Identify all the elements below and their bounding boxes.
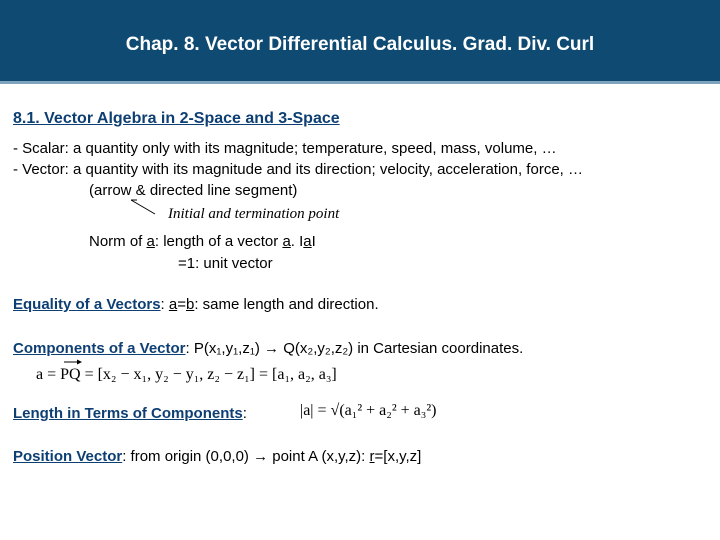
- arrow-note: (arrow & directed line segment): [89, 182, 298, 199]
- pointer-line: [125, 196, 165, 218]
- norm-line: Norm of a: length of a vector a. IaI: [89, 233, 316, 250]
- scalar-definition: - Scalar: a quantity only with its magnitude; temperature, speed, mass, volume, …: [13, 140, 557, 157]
- components-formula: a = PQ = [x₂ − x₁, y₂ − y₁, z₂ − z₁] = [a₁, a₂, a₃]: [36, 366, 337, 383]
- initial-point-note: Initial and termination point: [168, 206, 340, 222]
- position-line: Position Vector: from origin (0,0,0) → point A (x,y,z): r=[x,y,z]: [13, 448, 422, 465]
- components-line: Components of a Vector: P(x₁,y₁,z₁) → Q(x₂,y₂,z₂) in Cartesian coordinates.: [13, 340, 524, 357]
- title-bar: [0, 0, 720, 84]
- length-formula: |a| = √(a₁² + a₂² + a₃²): [300, 402, 437, 419]
- components-heading: Components of a Vector: [13, 340, 186, 357]
- unit-vector-note: =1: unit vector: [178, 255, 273, 272]
- equality-line: Equality of a Vectors: a=b: same length and direction.: [13, 296, 379, 313]
- slide-title: Chap. 8. Vector Differential Calculus. Grad. Div. Curl: [125, 34, 595, 55]
- length-heading: Length in Terms of Components: [13, 405, 243, 422]
- vector-definition: - Vector: a quantity with its magnitude and its direction; velocity, acceleration, force, …: [13, 161, 583, 178]
- position-heading: Position Vector: [13, 448, 123, 465]
- pq-arrow: [62, 358, 84, 366]
- equality-heading: Equality of a Vectors: [13, 296, 161, 313]
- section-heading: 8.1. Vector Algebra in 2-Space and 3-Space: [13, 110, 340, 127]
- length-line: Length in Terms of Components:: [13, 405, 247, 422]
